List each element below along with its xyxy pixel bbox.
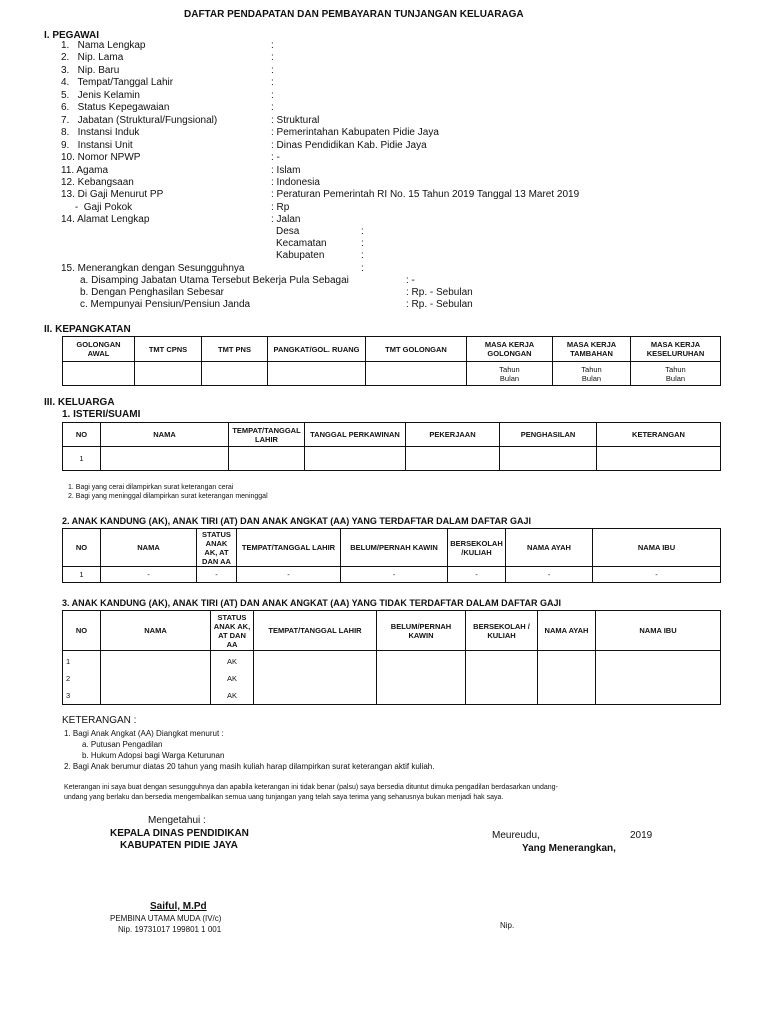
kp-bulan-3: Bulan: [665, 373, 686, 383]
anak-cell-nama: -: [101, 567, 197, 583]
pegawai-field-label: 4. Tempat/Tanggal Lahir: [61, 77, 174, 88]
kp-cell-pangkat: [268, 362, 366, 386]
item15b-value: : Rp. - Sebulan: [406, 287, 473, 298]
kp-header-mk-keseluruhan: MASA KERJA KESELURUHAN: [631, 337, 721, 362]
istri-cell-no: 1: [63, 447, 101, 471]
anak2-header-ttl: TEMPAT/TANGGAL LAHIR: [254, 611, 377, 651]
istri-data-row: [63, 447, 721, 471]
anak2-header-kawin: BELUM/PERNAH KAWIN: [377, 611, 466, 651]
anak-header-status: STATUS ANAK AK, AT DAN AA: [197, 529, 237, 567]
pegawai-field-label: 2. Nip. Lama: [61, 52, 124, 63]
pegawai-field-value: : Struktural: [271, 115, 320, 126]
istri-header-penghasilan: PENGHASILAN: [500, 423, 597, 447]
istri-header-row: [63, 423, 721, 447]
item15a-label: a. Disamping Jabatan Utama Tersebut Bekerja Pula Sebagai: [80, 275, 349, 286]
anak-tidak-terdaftar-heading: 3. ANAK KANDUNG (AK), ANAK TIRI (AT) DAN ANAK ANGKAT (AA) YANG TIDAK TERDAFTAR DALAM DAFTAR GAJI: [62, 598, 561, 608]
item15-value: :: [361, 263, 364, 274]
pegawai-field-label: 9. Instansi Unit: [61, 140, 133, 151]
anak2-status-2: AK: [226, 674, 237, 683]
anak-cell-no: 1: [63, 567, 101, 583]
kp-header-mk-golongan: MASA KERJA GOLONGAN: [467, 337, 553, 362]
section-keluarga-heading: III. KELUARGA: [44, 397, 115, 408]
istri-table: [62, 422, 721, 471]
pegawai-field-value: :: [271, 40, 274, 51]
alamat-desa-label: Desa: [276, 226, 300, 237]
pegawai-field-label: 12. Kebangsaan: [61, 177, 134, 188]
pegawai-field-value: :: [271, 102, 274, 113]
item15b-label: b. Dengan Penghasilan Sebesar: [80, 287, 224, 298]
kp-header-golongan-awal: GOLONGAN AWAL: [63, 337, 135, 362]
anak2-no-1: 1: [66, 657, 71, 666]
anak2-no-3: 3: [66, 691, 71, 700]
keterangan-line-a: a. Putusan Pengadilan: [82, 740, 163, 749]
istri-header-keterangan: KETERANGAN: [597, 423, 721, 447]
pegawai-field-label: 11. Agama: [61, 165, 109, 176]
anak-header-ayah: NAMA AYAH: [506, 529, 593, 567]
anak-header-sekolah: BERSEKOLAH /KULIAH: [448, 529, 506, 567]
kp-tahun-1: Tahun: [499, 364, 520, 374]
pegawai-field-value: : Jalan: [271, 214, 301, 225]
anak2-header-no: NO: [63, 611, 101, 651]
signer-rank: PEMBINA UTAMA MUDA (IV/c): [110, 914, 222, 923]
kepangkatan-header-row: [63, 337, 721, 362]
anak2-header-row: [63, 611, 721, 651]
pegawai-field-label: 5. Jenis Kelamin: [61, 90, 140, 101]
pegawai-field-label: 10. Nomor NPWP: [61, 152, 141, 163]
istri-header-pekerjaan: PEKERJAAN: [406, 423, 500, 447]
anak-data-row: [63, 567, 721, 583]
anak2-cell-no: [63, 651, 101, 705]
pegawai-field-value: : Indonesia: [271, 177, 320, 188]
anak2-cell-status: [211, 651, 254, 705]
kp-header-pangkat: PANGKAT/GOL. RUANG: [268, 337, 366, 362]
anak2-no-2: 2: [66, 674, 71, 683]
anak-cell-kawin: -: [341, 567, 448, 583]
pegawai-field-value: :: [271, 77, 274, 88]
alamat-kabupaten-value: :: [361, 250, 364, 261]
anak2-cell-ayah: [538, 651, 596, 705]
pegawai-field-label: 1. Nama Lengkap: [61, 40, 146, 51]
istri-note-1: 1. Bagi yang cerai dilampirkan surat keterangan cerai: [68, 484, 234, 491]
kp-tahun-2: Tahun: [581, 364, 602, 374]
istri-cell-keterangan: [597, 447, 721, 471]
keterangan-line-b: b. Hukum Adopsi bagi Warga Keturunan: [82, 751, 225, 760]
kp-cell-tmt-pns: [202, 362, 268, 386]
signer-name: Saiful, M.Pd: [150, 901, 207, 912]
kp-bulan-1: Bulan: [499, 373, 520, 383]
keterangan-heading: KETERANGAN :: [62, 715, 137, 726]
anak-cell-ayah: -: [506, 567, 593, 583]
anak2-header-status: STATUS ANAK AK, AT DAN AA: [211, 611, 254, 651]
anak-terdaftar-heading: 2. ANAK KANDUNG (AK), ANAK TIRI (AT) DAN ANAK ANGKAT (AA) YANG TERDAFTAR DALAM DAFTAR GAJI: [62, 516, 531, 526]
kp-cell-mk-keseluruhan: [631, 362, 721, 386]
pegawai-field-label: - Gaji Pokok: [61, 202, 133, 213]
anak-header-row: [63, 529, 721, 567]
alamat-kecamatan-label: Kecamatan: [276, 238, 327, 249]
pegawai-field-value: : Pemerintahan Kabupaten Pidie Jaya: [271, 127, 439, 138]
pegawai-field-value: : Peraturan Pemerintah RI No. 15 Tahun 2019 Tanggal 13 Maret 2019: [271, 189, 580, 200]
anak-cell-ibu: -: [593, 567, 721, 583]
istri-cell-penghasilan: [500, 447, 597, 471]
istri-cell-pekerjaan: [406, 447, 500, 471]
keterangan-line-2: 2. Bagi Anak berumur diatas 20 tahun yang masih kuliah harap dilampirkan surat keterangan aktif kuliah.: [64, 762, 435, 771]
pegawai-field-value: :: [271, 65, 274, 76]
istri-heading: 1. ISTERI/SUAMI: [62, 409, 141, 420]
anak2-header-nama: NAMA: [101, 611, 211, 651]
keterangan-line-1: 1. Bagi Anak Angkat (AA) Diangkat menurut :: [64, 729, 224, 738]
anak-header-kawin: BELUM/PERNAH KAWIN: [341, 529, 448, 567]
alamat-desa-value: :: [361, 226, 364, 237]
kepala-line-2: KABUPATEN PIDIE JAYA: [120, 840, 238, 851]
kp-tahun-3: Tahun: [665, 364, 686, 374]
kp-header-tmt-golongan: TMT GOLONGAN: [366, 337, 467, 362]
anak-cell-status: -: [197, 567, 237, 583]
pegawai-field-value: :: [271, 52, 274, 63]
item15c-value: : Rp. - Sebulan: [406, 299, 473, 310]
pegawai-field-value: : -: [271, 152, 280, 163]
statement-line-1: Keterangan ini saya buat dengan sesungguhnya dan apabila keterangan ini tidak benar (palsu) saya bersedia dituntut dimuka pengadilan berdasarkan undang-: [64, 784, 558, 791]
signer-nip: Nip. 19731017 199801 1 001: [118, 925, 222, 934]
anak2-cell-nama: [101, 651, 211, 705]
alamat-kabupaten-label: Kabupaten: [276, 250, 325, 261]
istri-header-tgl-kawin: TANGGAL PERKAWINAN: [305, 423, 406, 447]
item15a-value: : -: [406, 275, 415, 286]
yang-menerangkan-label: Yang Menerangkan,: [522, 843, 616, 854]
kepangkatan-table: [62, 336, 721, 386]
istri-cell-nama: [101, 447, 229, 471]
pegawai-field-label: 8. Instansi Induk: [61, 127, 140, 138]
mengetahui-label: Mengetahui :: [148, 815, 206, 826]
anak2-status-1: AK: [226, 657, 237, 666]
pegawai-field-value: : Dinas Pendidikan Kab. Pidie Jaya: [271, 140, 427, 151]
kp-header-tmt-cpns: TMT CPNS: [135, 337, 202, 362]
anak2-header-ibu: NAMA IBU: [596, 611, 721, 651]
section-kepangkatan-heading: II. KEPANGKATAN: [44, 324, 131, 335]
anak2-cell-ibu: [596, 651, 721, 705]
anak2-header-ayah: NAMA AYAH: [538, 611, 596, 651]
kp-cell-tmt-golongan: [366, 362, 467, 386]
kp-cell-golongan-awal: [63, 362, 135, 386]
signing-place: Meureudu,: [492, 830, 540, 841]
right-nip: Nip.: [500, 921, 515, 930]
istri-header-nama: NAMA: [101, 423, 229, 447]
pegawai-field-value: : Islam: [271, 165, 301, 176]
istri-header-no: NO: [63, 423, 101, 447]
anak2-status-3: AK: [226, 691, 237, 700]
signing-year: 2019: [630, 830, 653, 841]
istri-header-ttl: TEMPAT/TANGGAL LAHIR: [229, 423, 305, 447]
anak2-cell-sekolah: [466, 651, 538, 705]
anak-header-no: NO: [63, 529, 101, 567]
statement-line-2: undang yang berlaku dan bersedia mengembalikan semua uang tunjangan yang telah saya terima yang seharusnya bukan menjadi hak saya.: [64, 794, 504, 801]
anak-header-nama: NAMA: [101, 529, 197, 567]
kp-cell-mk-tambahan: [553, 362, 631, 386]
item15c-label: c. Mempunyai Pensiun/Pensiun Janda: [80, 299, 251, 310]
anak2-data-block: [63, 651, 721, 705]
anak2-cell-kawin: [377, 651, 466, 705]
document-title: DAFTAR PENDAPATAN DAN PEMBAYARAN TUNJANGAN KELUARAGA: [184, 9, 524, 20]
pegawai-field-label: 3. Nip. Baru: [61, 65, 120, 76]
anak2-cell-ttl: [254, 651, 377, 705]
anak-cell-sekolah: -: [448, 567, 506, 583]
item15-label: 15. Menerangkan dengan Sesungguhnya: [61, 263, 245, 274]
anak-header-ibu: NAMA IBU: [593, 529, 721, 567]
pegawai-field-label: 14. Alamat Lengkap: [61, 214, 150, 225]
istri-cell-tgl-kawin: [305, 447, 406, 471]
pegawai-field-label: 6. Status Kepegawaian: [61, 102, 170, 113]
istri-note-2: 2. Bagi yang meninggal dilampirkan surat keterangan meninggal: [68, 493, 268, 500]
anak-terdaftar-table: [62, 528, 721, 583]
istri-cell-ttl: [229, 447, 305, 471]
anak2-header-sekolah: BERSEKOLAH / KULIAH: [466, 611, 538, 651]
kepala-line-1: KEPALA DINAS PENDIDIKAN: [110, 828, 249, 839]
pegawai-field-value: : Rp: [271, 202, 290, 213]
kepangkatan-data-row: [63, 362, 721, 386]
pegawai-field-label: 13. Di Gaji Menurut PP: [61, 189, 164, 200]
anak-header-ttl: TEMPAT/TANGGAL LAHIR: [237, 529, 341, 567]
section-pegawai-heading: I. PEGAWAI: [44, 30, 100, 41]
kp-header-tmt-pns: TMT PNS: [202, 337, 268, 362]
pegawai-field-value: :: [271, 90, 274, 101]
pegawai-field-label: 7. Jabatan (Struktural/Fungsional): [61, 115, 218, 126]
alamat-kecamatan-value: :: [361, 238, 364, 249]
anak-tidak-terdaftar-table: [62, 610, 721, 705]
anak-cell-ttl: -: [237, 567, 341, 583]
kp-bulan-2: Bulan: [581, 373, 602, 383]
kp-cell-tmt-cpns: [135, 362, 202, 386]
kp-cell-mk-golongan: [467, 362, 553, 386]
kp-header-mk-tambahan: MASA KERJA TAMBAHAN: [553, 337, 631, 362]
